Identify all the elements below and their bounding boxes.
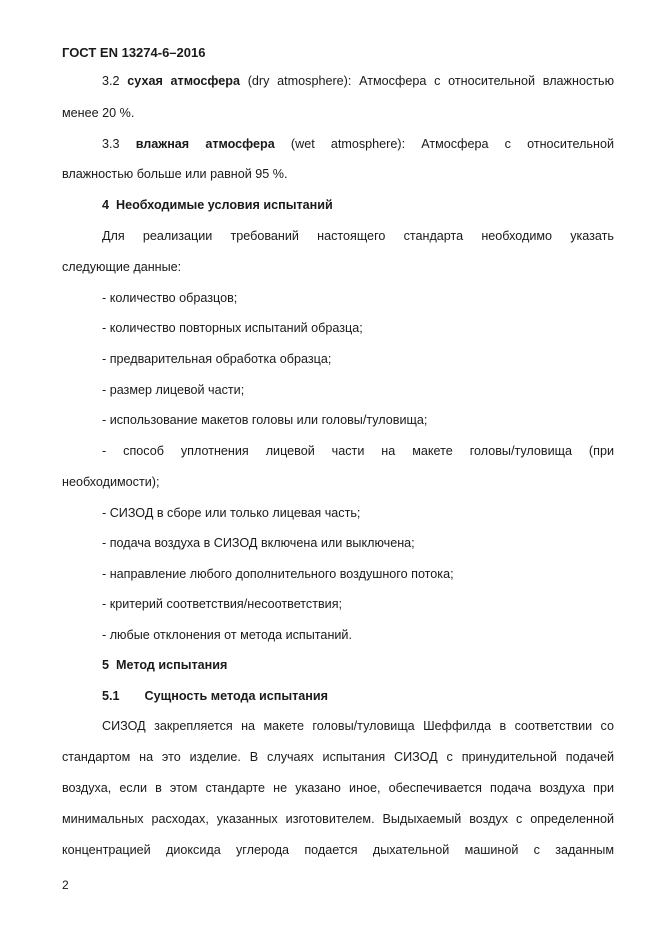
body-line: концентрацией диоксида углерода подается дыхательной машиной с заданным [62,843,614,857]
section-title: Сущность метода испытания [144,689,328,703]
definition-3-2-cont: менее 20 %. [62,106,135,120]
section-title: Метод испытания [116,658,228,672]
document-header: ГОСТ EN 13274-6–2016 [62,45,206,60]
intro-line-2: следующие данные: [62,260,182,274]
section-4-heading [102,198,333,213]
list-item: - СИЗОД в сборе или только лицевая часть; [102,506,361,520]
section-5-1-heading [102,689,328,704]
definition-text: (wet atmosphere): Атмосфера с относительной [290,137,614,151]
list-item: - любые отклонения от метода испытаний. [102,628,352,642]
list-item: - критерий соответствия/несоответствия; [102,597,343,611]
list-item: - размер лицевой части; [102,383,245,397]
section-title: Необходимые условия испытаний [116,198,333,212]
list-item: - предварительная обработка образца; [102,352,332,366]
section-number: 5 [102,658,110,672]
section-number: 5.1 [102,689,120,703]
list-item: - количество повторных испытаний образца; [102,321,363,335]
clause-number: 3.2 [102,74,120,88]
definition-3-3 [62,137,614,152]
list-item: - подача воздуха в СИЗОД включена или выключена; [102,536,415,550]
section-number: 4 [102,198,110,212]
list-item: - использование макетов головы или головы/туловища; [102,413,428,427]
list-item-cont: необходимости); [62,475,160,489]
definition-3-3-cont: влажностью больше или равной 95 %. [62,167,288,181]
body-line: стандартом на это изделие. В случаях испытания СИЗОД с принудительной подачей [62,750,614,764]
page-number: 2 [62,878,69,892]
intro-line-1: Для реализации требований настоящего стандарта необходимо указать [102,229,614,243]
section-5-heading [102,658,227,673]
body-line: минимальных расходах, указанных изготовителем. Выдыхаемый воздух с определенной [62,812,614,826]
clause-number: 3.3 [102,137,120,151]
list-item: - способ уплотнения лицевой части на макете головы/туловища (при [102,444,614,458]
definition-3-2 [62,74,614,89]
term: сухая атмосфера [127,74,240,88]
list-item: - направление любого дополнительного воздушного потока; [102,567,454,581]
definition-text: (dry atmosphere): Атмосфера с относительной влажностью [247,74,615,88]
term: влажная атмосфера [135,137,275,151]
body-line: воздуха, если в этом стандарте не указано иное, обеспечивается подача воздуха при [62,781,614,795]
list-item: - количество образцов; [102,291,238,305]
body-line: СИЗОД закрепляется на макете головы/туловища Шеффилда в соответствии со [102,719,614,733]
